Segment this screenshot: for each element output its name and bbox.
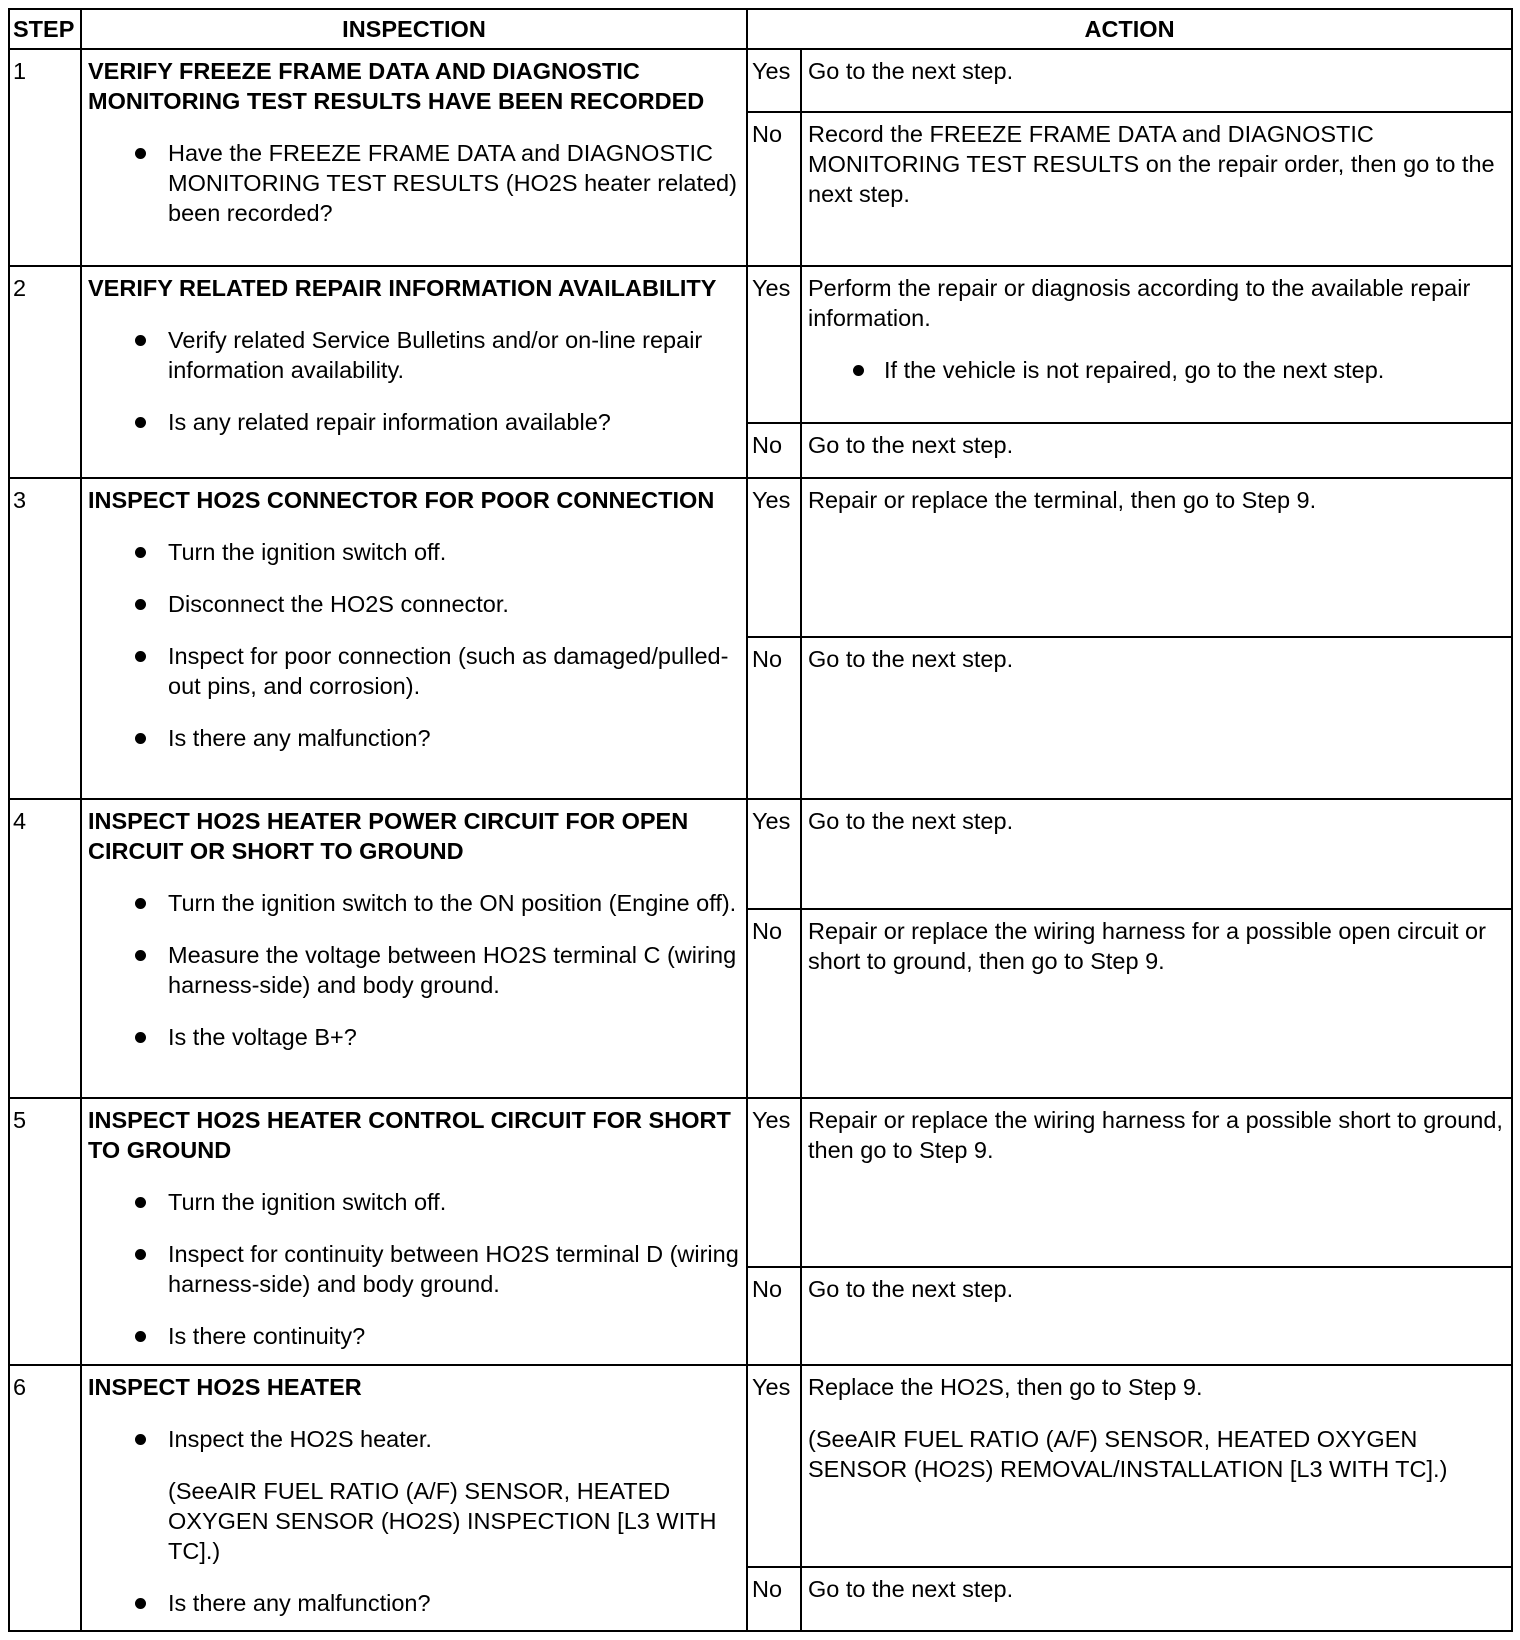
inspection-bullet: Is there any malfunction? bbox=[88, 723, 740, 753]
table-row bbox=[9, 49, 1512, 112]
inspection-bullet: Turn the ignition switch to the ON position (Engine off). bbox=[88, 888, 740, 918]
inspection-cell bbox=[81, 478, 747, 799]
no-action: Go to the next step. bbox=[801, 637, 1512, 799]
step-title: INSPECT HO2S HEATER POWER CIRCUIT FOR OPEN CIRCUIT OR SHORT TO GROUND bbox=[88, 808, 689, 864]
no-action: Go to the next step. bbox=[801, 1567, 1512, 1631]
step-title: INSPECT HO2S HEATER bbox=[88, 1374, 362, 1400]
yes-action-cell bbox=[801, 1365, 1512, 1567]
no-label: No bbox=[747, 909, 801, 1098]
inspection-cell bbox=[81, 1098, 747, 1365]
yes-action: Replace the HO2S, then go to Step 9. bbox=[808, 1374, 1203, 1400]
inspection-bullet: Measure the voltage between HO2S terminal C (wiring harness-side) and body ground. bbox=[88, 940, 740, 1000]
no-label: No bbox=[747, 1567, 801, 1631]
yes-action: Go to the next step. bbox=[801, 799, 1512, 909]
inspection-bullet: Inspect for poor connection (such as damaged/pulled-out pins, and corrosion). bbox=[88, 641, 740, 701]
step-title: INSPECT HO2S CONNECTOR FOR POOR CONNECTION bbox=[88, 487, 715, 513]
inspection-bullet: Inspect for continuity between HO2S terminal D (wiring harness-side) and body ground. bbox=[88, 1239, 740, 1299]
step-title: VERIFY FREEZE FRAME DATA AND DIAGNOSTIC MONITORING TEST RESULTS HAVE BEEN RECORDED bbox=[88, 58, 705, 114]
inspection-bullet: Is the voltage B+? bbox=[88, 1022, 740, 1052]
inspection-bullet: Inspect the HO2S heater. bbox=[88, 1424, 740, 1454]
step-number: 2 bbox=[9, 266, 81, 478]
inspection-bullet: Verify related Service Bulletins and/or on-line repair information availability. bbox=[88, 325, 740, 385]
no-label: No bbox=[747, 637, 801, 799]
inspection-bullet: Have the FREEZE FRAME DATA and DIAGNOSTIC MONITORING TEST RESULTS (HO2S heater related) been recorded? bbox=[88, 138, 740, 228]
inspection-header: INSPECTION bbox=[81, 9, 747, 49]
header-row bbox=[9, 9, 1512, 49]
step-title: VERIFY RELATED REPAIR INFORMATION AVAILABILITY bbox=[88, 275, 717, 301]
inspection-cell bbox=[81, 799, 747, 1098]
no-label: No bbox=[747, 112, 801, 266]
inspection-bullet: Turn the ignition switch off. bbox=[88, 537, 740, 567]
step-title: INSPECT HO2S HEATER CONTROL CIRCUIT FOR SHORT TO GROUND bbox=[88, 1107, 731, 1163]
inspection-cell bbox=[81, 49, 747, 266]
yes-action: Repair or replace the wiring harness for a possible short to ground, then go to Step 9. bbox=[801, 1098, 1512, 1267]
inspection-bullet: Disconnect the HO2S connector. bbox=[88, 589, 740, 619]
yes-action: Perform the repair or diagnosis according to the available repair information. bbox=[808, 275, 1471, 331]
step-number: 4 bbox=[9, 799, 81, 1098]
inspection-bullet: Is any related repair information available? bbox=[88, 407, 740, 437]
no-action: Go to the next step. bbox=[801, 1267, 1512, 1365]
action-header: ACTION bbox=[747, 9, 1512, 49]
action-bullet: If the vehicle is not repaired, go to the next step. bbox=[808, 355, 1505, 385]
step-number: 6 bbox=[9, 1365, 81, 1631]
inspection-cell bbox=[81, 1365, 747, 1631]
table-row bbox=[9, 1098, 1512, 1267]
yes-action: Repair or replace the terminal, then go to Step 9. bbox=[801, 478, 1512, 637]
yes-action-note: (SeeAIR FUEL RATIO (A/F) SENSOR, HEATED OXYGEN SENSOR (HO2S) REMOVAL/INSTALLATION [L3 WITH TC].) bbox=[808, 1426, 1448, 1482]
table-row bbox=[9, 478, 1512, 637]
no-label: No bbox=[747, 423, 801, 478]
inspection-note: (SeeAIR FUEL RATIO (A/F) SENSOR, HEATED OXYGEN SENSOR (HO2S) INSPECTION [L3 WITH TC].) bbox=[168, 1478, 717, 1564]
step-number: 1 bbox=[9, 49, 81, 266]
yes-action-cell bbox=[801, 266, 1512, 423]
troubleshooting-table bbox=[8, 8, 1513, 1632]
inspection-bullet: Is there any malfunction? bbox=[88, 1588, 740, 1618]
inspection-cell bbox=[81, 266, 747, 478]
inspection-bullet: Turn the ignition switch off. bbox=[88, 1187, 740, 1217]
yes-label: Yes bbox=[747, 799, 801, 909]
yes-label: Yes bbox=[747, 1365, 801, 1567]
yes-label: Yes bbox=[747, 1098, 801, 1267]
step-header: STEP bbox=[9, 9, 81, 49]
table-row bbox=[9, 799, 1512, 909]
no-action: Repair or replace the wiring harness for a possible open circuit or short to ground, then go to Step 9. bbox=[801, 909, 1512, 1098]
no-label: No bbox=[747, 1267, 801, 1365]
no-action: Go to the next step. bbox=[801, 423, 1512, 478]
step-number: 3 bbox=[9, 478, 81, 799]
yes-label: Yes bbox=[747, 266, 801, 423]
yes-label: Yes bbox=[747, 49, 801, 112]
step-number: 5 bbox=[9, 1098, 81, 1365]
inspection-bullet: Is there continuity? bbox=[88, 1321, 740, 1351]
table-row bbox=[9, 1365, 1512, 1567]
table-row bbox=[9, 266, 1512, 423]
no-action: Record the FREEZE FRAME DATA and DIAGNOSTIC MONITORING TEST RESULTS on the repair order, then go to the next step. bbox=[801, 112, 1512, 266]
yes-action: Go to the next step. bbox=[801, 49, 1512, 112]
yes-label: Yes bbox=[747, 478, 801, 637]
